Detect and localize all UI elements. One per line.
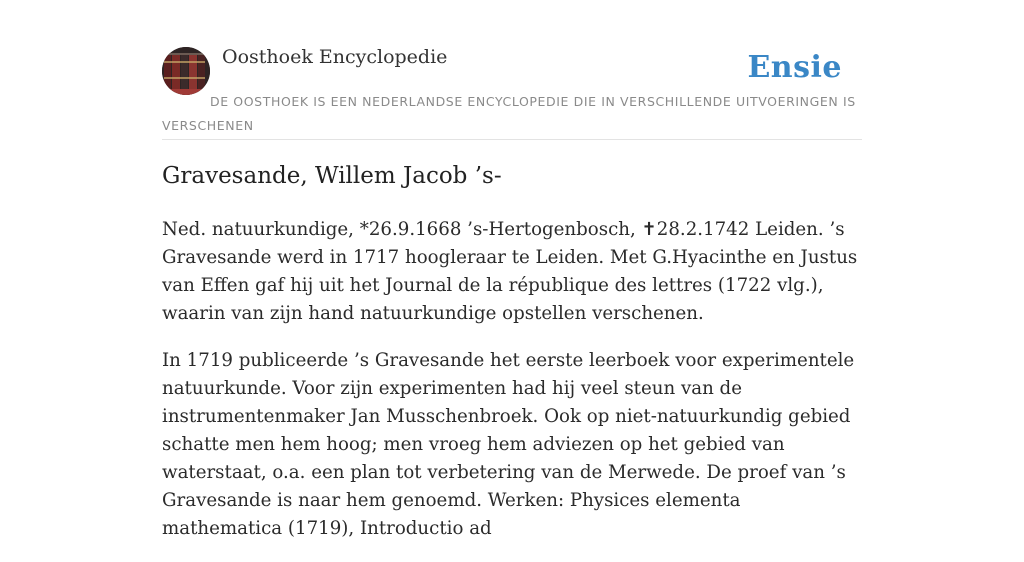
site-avatar[interactable] xyxy=(162,47,210,95)
article-paragraph: Ned. natuurkundige, *26.9.1668 ’s-Hertogenbosch, ✝28.2.1742 Leiden. ’s Gravesande werd in 1717 hoogleraar te Leiden. Met G.Hyacinthe en Justus van Effen gaf hij uit het Journal de la république des lettres (1722 vlg.), waarin van zijn hand natuurkundige opstellen verschenen. xyxy=(162,219,858,324)
site-header xyxy=(162,0,862,140)
ensie-logo-link[interactable]: Ensie xyxy=(747,50,842,85)
page-container xyxy=(162,0,862,539)
site-tagline: DE OOSTHOEK IS EEN NEDERLANDSE ENCYCLOPEDIE DIE IN VERSCHILLENDE UITVOERINGEN IS VERSCHENEN xyxy=(162,94,856,133)
book-spines-icon xyxy=(162,47,210,95)
article-title: Gravesande, Willem Jacob ’s- xyxy=(162,163,502,189)
article-paragraph: In 1719 publiceerde ’s Gravesande het eerste leerboek voor experimentele natuurkunde. Voor zijn experimenten had hij veel steun van de instrumentenmaker Jan Musschenbroek. Ook op niet-natuurkundig gebied schatte men hem hoog; men vroeg hem adviezen op het gebied van waterstaat, o.a. een plan tot verbetering van de Merwede. De proef van ’s Gravesande is naar hem genoemd. Werken: Physices elementa mathematica (1719), Introductio ad xyxy=(162,350,855,539)
site-name[interactable]: Oosthoek Encyclopedie xyxy=(222,46,448,68)
article-body xyxy=(162,216,862,562)
